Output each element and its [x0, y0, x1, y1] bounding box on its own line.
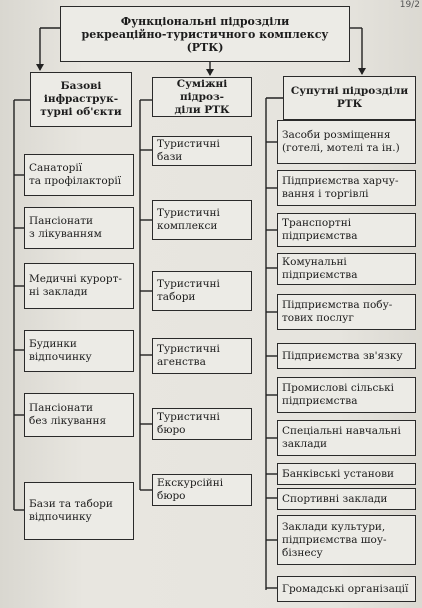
- adjacent-item-tourist-agencies: Туристичні агенства: [152, 338, 252, 374]
- base-item-rest-houses: Будинки відпочинку: [24, 330, 134, 372]
- page-corner-mark: 19/2: [399, 0, 420, 10]
- related-item-communications: Підприємства зв'язку: [277, 343, 416, 369]
- base-item-boarding-without-treatment: Пансіонати без лікування: [24, 393, 134, 437]
- related-item-utilities: Комунальні підприємства: [277, 253, 416, 285]
- adjacent-item-tourist-bases: Туристичні бази: [152, 136, 252, 166]
- adjacent-item-tourist-complexes: Туристичні комплекси: [152, 200, 252, 240]
- related-item-food-trade: Підприємства харчу- вання і торгівлі: [277, 170, 416, 206]
- related-item-banks: Банківські установи: [277, 463, 416, 485]
- base-item-medical-resorts: Медичні курорт- ні заклади: [24, 263, 134, 309]
- adjacent-item-excursion-bureaus: Екскурсійні бюро: [152, 474, 252, 506]
- related-item-public-organizations: Громадські організації: [277, 576, 416, 602]
- adjacent-item-tourist-bureaus: Туристичні бюро: [152, 408, 252, 440]
- related-item-culture-showbiz: Заклади культури, підприємства шоу- бізнесу: [277, 515, 416, 565]
- adjacent-item-tourist-camps: Туристичні табори: [152, 271, 252, 311]
- diagram-title: Функціональні підрозділи рекреаційно-туристичного комплексу (РТК): [81, 14, 329, 54]
- base-item-sanatoriums: Санаторії та профілакторії: [24, 154, 134, 196]
- related-item-industrial-rural: Промислові сільські підприємства: [277, 377, 416, 413]
- base-item-boarding-with-treatment: Пансіонати з лікуванням: [24, 207, 134, 249]
- related-item-consumer-services: Підприємства побу- тових послуг: [277, 294, 416, 330]
- heading-base-objects: Базові інфраструк- турні об'єкти: [30, 72, 132, 127]
- related-item-accommodation: Засоби розміщення (готелі, мотелі та ін.): [277, 120, 416, 164]
- heading-related-units: Супутні підрозділи РТК: [283, 76, 416, 120]
- related-item-education: Спеціальні навчальні заклади: [277, 420, 416, 456]
- related-item-sports: Спортивні заклади: [277, 488, 416, 510]
- base-item-camps: Бази та табори відпочинку: [24, 482, 134, 540]
- diagram-title-box: [60, 6, 350, 62]
- related-item-transport: Транспортні підприємства: [277, 213, 416, 247]
- heading-adjacent-units: Суміжні підроз- діли РТК: [152, 77, 252, 117]
